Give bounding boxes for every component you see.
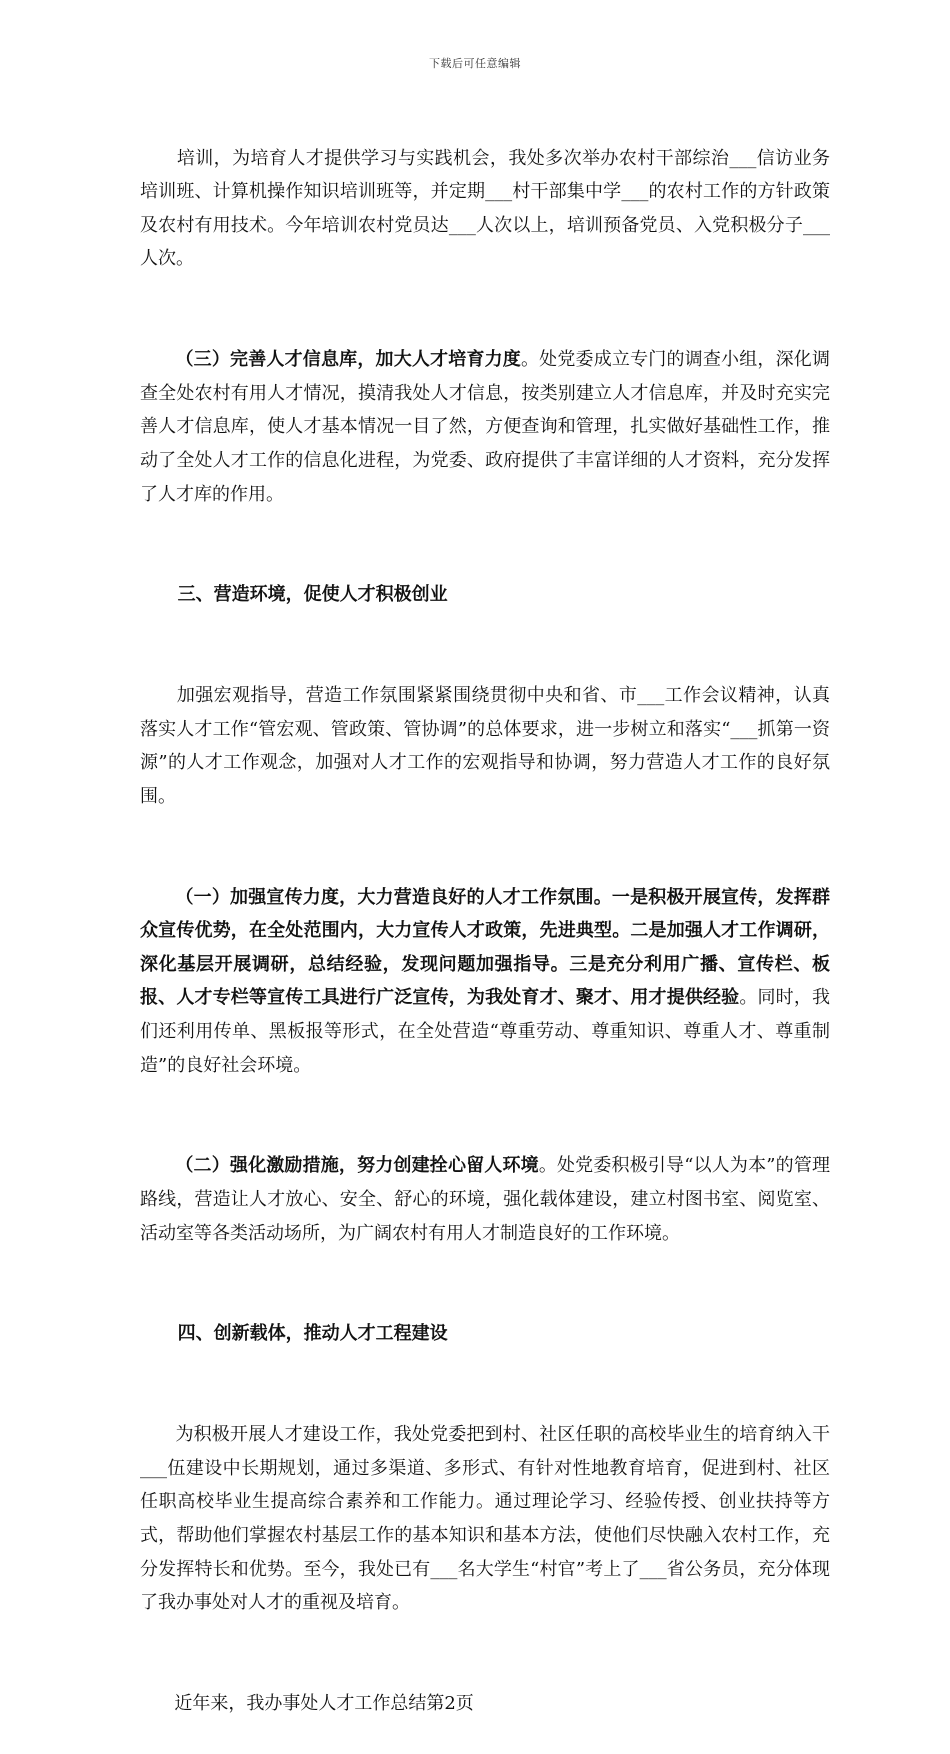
paragraph-3 [140,646,830,848]
paragraph-text: 加强宏观指导，营造工作氛围紧紧围绕贯彻中央和省、市___工作会议精神，认真落实人才工作“管宏观、管政策、管协调”的总体要求，进一步树立和落实“___抓第一资源”的人才工作观念，加强对人才工作的宏观指导和协调，努力营造人才工作的良好氛围。 [140,685,830,807]
heading-text: 三、营造环境，促使人才积极创业 [177,584,448,606]
paragraph-5 [140,1116,830,1284]
paragraph-text: 培训，为培育人才提供学习与实践机会，我处多次举办农村干部综治___信访业务培训班、计算机操作知识培训班等，并定期___村干部集中学___的农村工作的方针政策及农村有用技术。今年培训农村党员达___人次以上，培训预备党员、入党积极分子___人次。 [140,147,830,270]
paragraph-8 [140,1653,830,1754]
section-heading-3 [140,545,830,646]
paragraph-text: 。处党委成立专门的调查小组，深化调查全处农村有用人才情况，摸清我处人才信息，按类别建立人才信息库，并及时充实完善人才信息库，使人才基本情况一目了然，方便查询和管理，扎实做好基础性工作，推动了全处人才工作的信息化进程，为党委、政府提供了丰富详细的人才资料，充分发挥了人才库的作用。 [140,349,830,505]
paragraph-text: 为积极开展人才建设工作，我处党委把到村、社区任职的高校毕业生的培育纳入干___伍建设中长期规划，通过多渠道、多形式、有针对性地教育培育，促进到村、社区任职高校毕业生提高综合素养和工作能力。通过理论学习、经验传授、创业扶持等方式，帮助他们掌握农村基层工作的基本知识和基本方法，使他们尽快融入农村工作，充分发挥特长和优势。至今，我处已有___名大学生“村官”考上了___省公务员，充分体现了我办事处对人才的重视及培育。 [140,1424,830,1614]
paragraph-1 [140,310,830,545]
paragraph-text: 。同时，我们还利用传单、黑板报等形式，在全处营造“尊重劳动、尊重知识、尊重人才、尊重制造”的良好社会环境。 [140,987,831,1076]
paragraph-bold-lead: （一）加强宣传力度，大力营造良好的人才工作氛围。一是积极开展宣传，发挥群众宣传优势，在全处范围内，大力宣传人才政策，先进典型。二是加强人才工作调研，深化基层开展调研，总结经验，发现问题加强指导。三是充分利用广播、宣传栏、板报、人才专栏等宣传工具进行广泛宣传，为我处育才、聚才、用才提供经验 [140,886,830,1009]
heading-text: 四、创新载体，推动人才工程建设 [177,1323,448,1345]
paragraph-bold-lead: （三）完善人才信息库，加大人才培育力度 [175,349,521,371]
paragraph-bold-lead: （二）强化激励措施，努力创建拴心留人环境 [175,1155,539,1177]
paragraph-text: 。处党委积极引导“以人为本”的管理路线，营造让人才放心、安全、舒心的环境，强化载体建设，建立村图书室、阅览室、活动室等各类活动场所，为广阔农村有用人才制造良好的工作环境。 [140,1155,830,1244]
paragraph-4 [140,847,830,1116]
paragraph-text: 近年来，我办事处人才工作总结第2页 [174,1692,474,1714]
page-header: 下载后可任意编辑 [429,57,521,70]
document-body [140,108,830,1754]
paragraph-7 [140,1385,830,1654]
section-heading-4 [140,1284,830,1385]
paragraph-0 [140,108,830,310]
